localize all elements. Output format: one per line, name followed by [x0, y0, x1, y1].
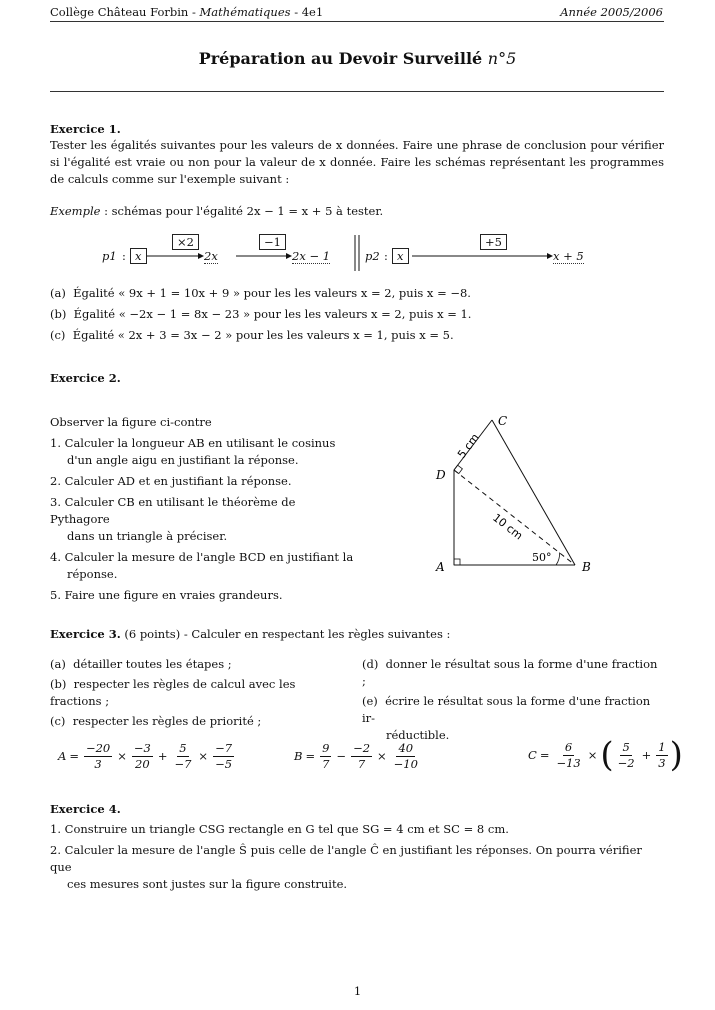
schema-p1: p1 [102, 249, 117, 263]
list-item: (a) Égalité « 9x + 1 = 10x + 9 » pour les les valeurs x = 2, puis x = −8. [50, 286, 471, 300]
list-item: 5. Faire une figure en vraies grandeurs. [50, 588, 283, 602]
title-rule [50, 91, 664, 92]
ex2-figure [420, 405, 620, 585]
schema-op1: ×2 [172, 234, 199, 250]
fig-label-c: C [498, 414, 508, 428]
schema-val1: 2x [204, 249, 218, 263]
schema-p2: p2 [365, 249, 380, 263]
page-title: Préparation au Devoir Surveillé n°5 [198, 49, 517, 68]
fig-angle: 50° [532, 551, 552, 564]
expr-b: B = $\frac{9}{7}$ − $\frac{-2}{7}$ × $\frac{40}{-10}$ [294, 740, 418, 771]
page-number: 1 [353, 984, 362, 998]
ex3-heading: Exercice 3. (6 points) - Calculer en respectant les règles suivantes : [50, 627, 451, 641]
ex4-list [50, 821, 664, 893]
ex3-rules-right [362, 656, 664, 744]
list-item: (c) respecter les règles de priorité ; [50, 714, 262, 728]
list-item: (c) Égalité « 2x + 3 = 3x − 2 » pour les les valeurs x = 1, puis x = 5. [50, 328, 454, 342]
list-item: 1. Construire un triangle CSG rectangle en G tel que SG = 4 cm et SC = 8 cm. [50, 822, 509, 836]
list-item: 3. Calculer CB en utilisant le théorème de Pythagore dans un triangle à préciser. [50, 495, 296, 543]
fig-label-b: B [582, 560, 591, 574]
schema-val2: 2x − 1 [292, 249, 331, 263]
ex2-heading: Exercice 2. [50, 371, 121, 385]
fig-label-d: D [436, 468, 446, 482]
header-subject: Mathématiques [199, 5, 291, 19]
list-item: 4. Calculer la mesure de l'angle BCD en justifiant la réponse. [50, 550, 354, 581]
header-rule [50, 21, 664, 22]
list-item: (a) détailler toutes les étapes ; [50, 657, 232, 671]
expr-c: C = $\frac{6}{-13}$ × ( $\frac{5}{-2}$ + $\frac{1}{3}$ ) [528, 735, 683, 775]
schema-val3: x + 5 [553, 249, 584, 263]
list-item: (e) écrire le résultat sous la forme d'une fraction ir- réductible. [362, 694, 651, 742]
ex1-intro: Tester les égalités suivantes pour les valeurs de x données. Faire une phrase de conclusion pour vérifier si l'égalité est vraie ou non pour la valeur de x donnée. Faire les schémas représentant les programmes de calculs comme sur l'exemple suivant : [50, 138, 664, 186]
fig-label-a: A [436, 560, 445, 574]
schema-op3: +5 [480, 234, 507, 250]
header-class: - 4e1 [290, 5, 324, 19]
list-item: (b) Égalité « −2x − 1 = 8x − 23 » pour les les valeurs x = 2, puis x = 1. [50, 307, 472, 321]
ex4-heading: Exercice 4. [50, 802, 121, 816]
schema-x1: x [130, 248, 147, 264]
ex2-list [50, 435, 355, 604]
list-item: (d) donner le résultat sous la forme d'une fraction ; [362, 657, 658, 688]
ex1-schema: p1 : x ×2 2x −1 2x − 1 p2 : x +5 x + 5 [50, 233, 664, 273]
schema-x2: x [392, 248, 409, 264]
list-item: (b) respecter les règles de calcul avec les fractions ; [50, 677, 296, 708]
expr-a: A = $\frac{-20}{3}$ × $\frac{-3}{20}$ + $\frac{5}{-7}$ × $\frac{-7}{-5}$ [58, 740, 233, 771]
header-school: Collège Château Forbin - [50, 5, 200, 19]
ex1-example: Exemple : schémas pour l'égalité 2x − 1 = x + 5 à tester. [50, 204, 384, 218]
fig-len-db: 10 cm [490, 511, 526, 543]
ex1-list [50, 285, 664, 344]
ex3-rules-left [50, 656, 350, 730]
list-item: 2. Calculer la mesure de l'angle Ŝ puis celle de l'angle Ĉ en justifiant les réponses. On pourra vérifier que ces mesures sont justes sur la figure construite. [50, 843, 642, 891]
header-left [50, 5, 323, 19]
ex2-intro: Observer la figure ci-contre [50, 415, 212, 429]
ex1-heading: Exercice 1. [50, 122, 121, 136]
header-right: Année 2005/2006 [560, 5, 663, 19]
schema-op2: −1 [259, 234, 286, 250]
list-item: 1. Calculer la longueur AB en utilisant le cosinus d'un angle aigu en justifiant la réponse. [50, 436, 336, 467]
list-item: 2. Calculer AD et en justifiant la réponse. [50, 474, 292, 488]
fig-len-dc: 5 cm [455, 431, 482, 461]
